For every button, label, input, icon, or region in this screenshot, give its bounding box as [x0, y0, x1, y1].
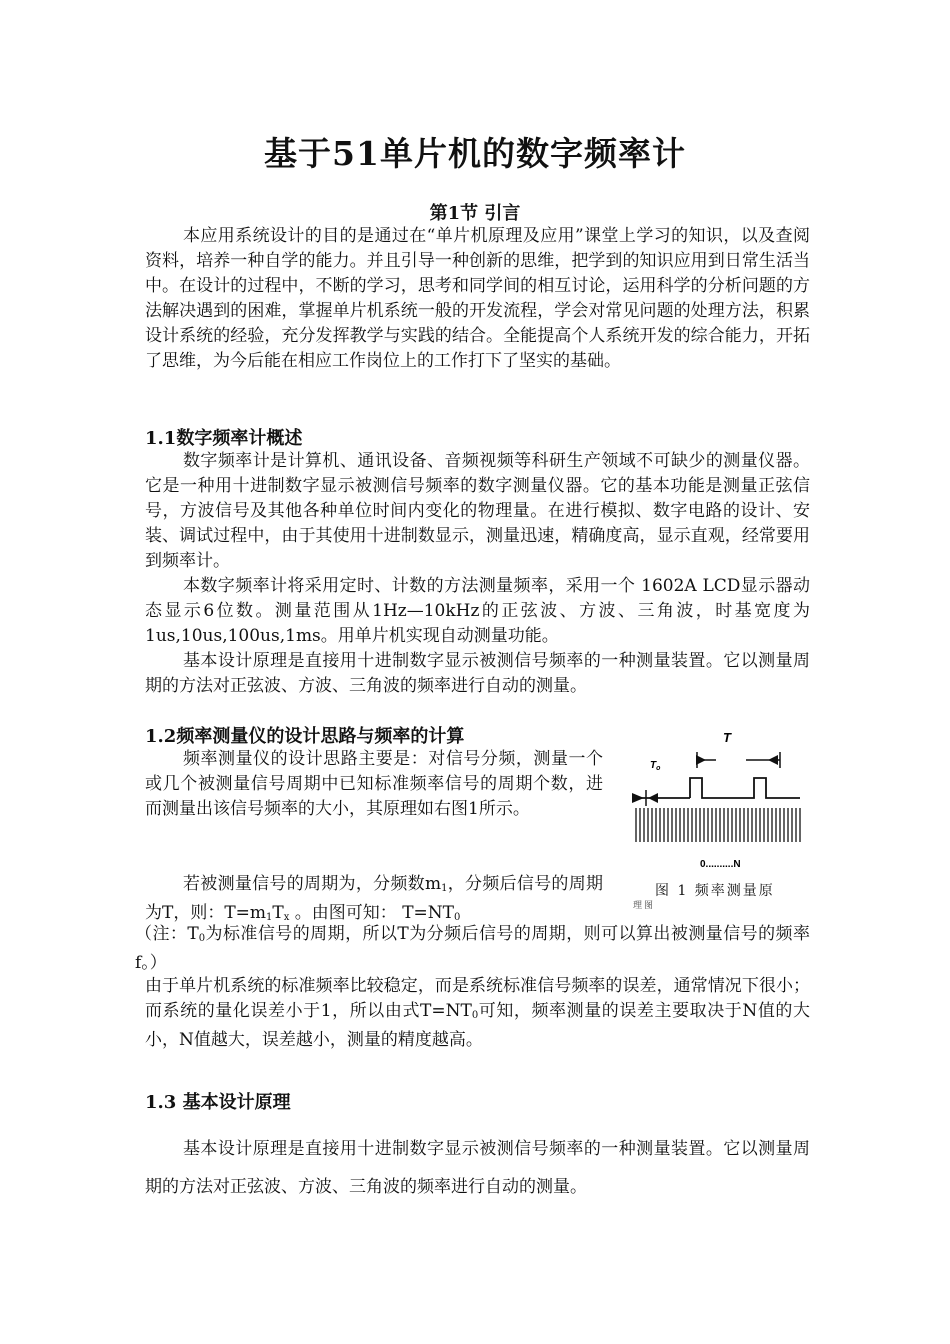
- s11-paragraph-2: 本数字频率计将采用定时、计数的方法测量频率，采用一个 1602A LCD显示器动态显示6位数。测量范围从1Hz—10kHz的正弦波、方波、三角波，时基宽度为1us,10us,100us,1ms。用单片机实现自动测量功能。: [145, 576, 810, 646]
- arrow-right-head: [768, 755, 778, 765]
- intro-paragraph: 本应用系统设计的目的是通过在“单片机原理及应用”课堂上学习的知识，以及查阅资料，培养一种自学的能力。并且引导一种创新的思维，把学到的知识应用到日常生活当中。在设计的过程中，不断的学习，思考和同学间的相互讨论，运用科学的分析问题的方法解决遇到的困难，掌握单片机系统一般的开发流程，学会对常见问题的处理方法，积累设计系统的经验，充分发挥教学与实践的结合。全能提高个人系统开发的综合能力，开拓了思维，为今后能在相应工作岗位上的工作打下了坚实的基础。: [145, 226, 810, 371]
- document-title: 基于51单片机的数字频率计: [264, 134, 686, 173]
- s11-paragraph-3: 基本设计原理是直接用十进制数字显示被测信号频率的一种测量装置。它以测量周期的方法对正弦波、方波、三角波的频率进行自动的测量。: [145, 651, 810, 696]
- s12-note: （注：$T_0$为标准信号的周期，所以T为分频后信号的周期，则可以算出被测量信号的频率f。）: [135, 924, 811, 973]
- figure-label-T: T: [723, 730, 731, 745]
- reference-pulse-train: [636, 808, 800, 842]
- s11-paragraph-1: 数字频率计是计算机、通讯设备、音频视频等科研生产领域不可缺少的测量仪器。它是一种用十进制数字显示被测信号频率的数字测量仪器。它的基本功能是测量正弦信号，方波信号及其他各种单位时间内变化的物理量。在进行模拟、数字电路的设计、安装、调试过程中，由于其使用十进制数显示，测量迅速，精确度高，显示直观，经常要用到频率计。: [145, 451, 810, 571]
- figure-label-T0: $T_o$: [650, 760, 661, 772]
- s12-paragraph-1: 频率测量仪的设计思路主要是：对信号分频，测量一个或几个被测量信号周期中已知标准频率信号的周期个数，进而测量出该信号频率的大小，其原理如右图1所示。: [145, 749, 603, 819]
- heading-1-3: 1.3 基本设计原理: [145, 1092, 291, 1113]
- figure-caption-cut: 理图: [633, 901, 656, 911]
- heading-1-2: 1.2频率测量仪的设计思路与频率的计算: [145, 726, 465, 747]
- s12-paragraph-3: 由于单片机系统的标准频率比较稳定，而是系统标准信号频率的误差，通常情况下很小；而系统的量化误差小于1，所以由式$T=NT_0$可知，频率测量的误差主要取决于N值的大小，N值越大，误差越小，测量的精度越高。: [145, 976, 810, 1050]
- heading-1-1: 1.1数字频率计概述: [145, 428, 303, 449]
- section-title: 第1节 引言: [429, 203, 521, 224]
- figure-range-label: 0..........N: [700, 859, 741, 870]
- divided-signal-waveform: [636, 778, 800, 798]
- s13-paragraph-1: 基本设计原理是直接用十进制数字显示被测信号频率的一种测量装置。它以测量周期的方法对正弦波、方波、三角波的频率进行自动的测量。: [145, 1139, 810, 1197]
- figure-caption: 图 1 频率测量原 理图: [633, 883, 775, 911]
- s12-paragraph-2: 若被测量信号的周期为，分频数$m_1$，分频后信号的周期为T，则：$T=m_1T_x$ 。由图可知： $T=NT_0$: [145, 874, 603, 923]
